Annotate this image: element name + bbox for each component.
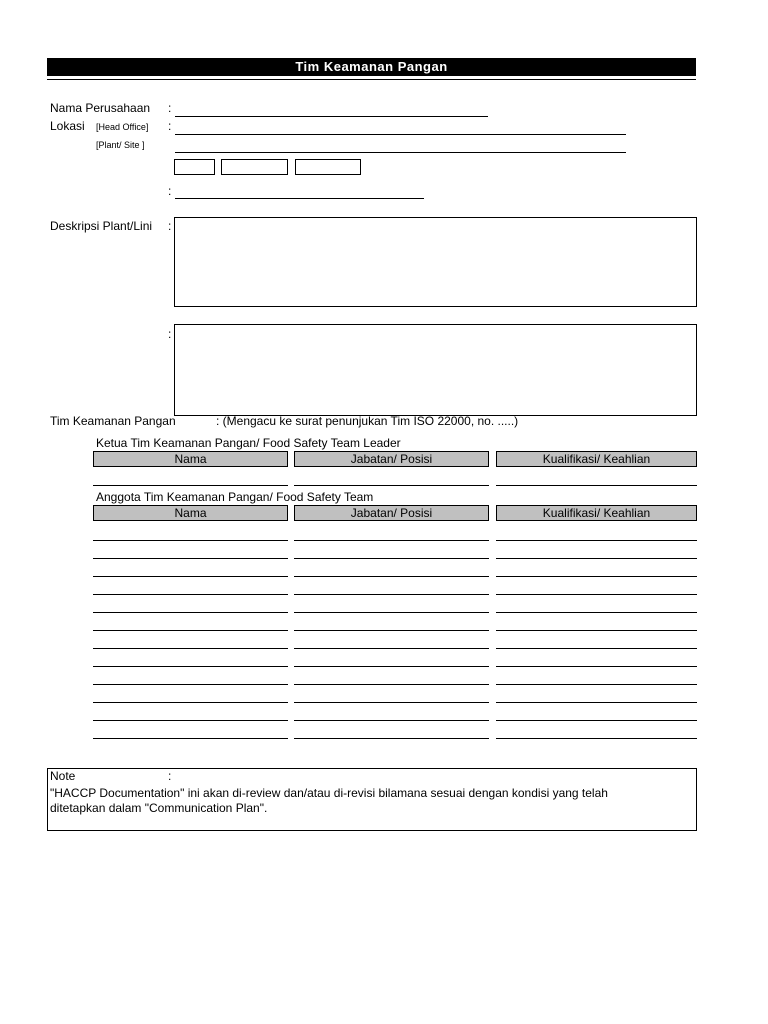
description-box[interactable] (174, 217, 697, 307)
member-col-name: Nama (93, 505, 288, 521)
leader-position-field[interactable] (294, 485, 489, 486)
member-position-field[interactable] (294, 684, 489, 685)
member-name-field[interactable] (93, 720, 288, 721)
member-qualification-field[interactable] (496, 648, 697, 649)
member-name-field[interactable] (93, 684, 288, 685)
member-qualification-field[interactable] (496, 594, 697, 595)
leader-title: Ketua Tim Keamanan Pangan/ Food Safety Team Leader (96, 436, 401, 450)
member-qualification-field[interactable] (496, 558, 697, 559)
member-qualification-field[interactable] (496, 702, 697, 703)
member-position-field[interactable] (294, 630, 489, 631)
note-label: Note (50, 769, 76, 783)
member-position-field[interactable] (294, 720, 489, 721)
member-col-position: Jabatan/ Posisi (294, 505, 489, 521)
member-title: Anggota Tim Keamanan Pangan/ Food Safety Team (96, 490, 374, 504)
note-colon: : (168, 769, 172, 783)
company-label: Nama Perusahaan (50, 101, 151, 115)
member-qualification-field[interactable] (496, 540, 697, 541)
second-box-colon: : (168, 327, 172, 341)
member-qualification-field[interactable] (496, 612, 697, 613)
leader-qualification-field[interactable] (496, 485, 697, 486)
member-name-field[interactable] (93, 558, 288, 559)
description-colon: : (168, 219, 172, 233)
member-name-field[interactable] (93, 702, 288, 703)
team-note: : (Mengacu ke surat penunjukan Tim ISO 22000, no. .....) (216, 414, 519, 428)
member-qualification-field[interactable] (496, 684, 697, 685)
location-label: Lokasi (50, 119, 85, 133)
member-qualification-field[interactable] (496, 720, 697, 721)
team-label: Tim Keamanan Pangan (50, 414, 176, 428)
member-qualification-field[interactable] (496, 630, 697, 631)
description-label: Deskripsi Plant/Lini (50, 219, 153, 233)
company-field[interactable] (175, 116, 488, 117)
location-box-2[interactable] (221, 159, 288, 175)
leader-name-field[interactable] (93, 485, 288, 486)
title-divider (47, 79, 696, 80)
location-box-1[interactable] (174, 159, 215, 175)
member-position-field[interactable] (294, 558, 489, 559)
member-col-qualification: Kualifikasi/ Keahlian (496, 505, 697, 521)
member-name-field[interactable] (93, 594, 288, 595)
company-colon: : (168, 101, 172, 115)
member-name-field[interactable] (93, 648, 288, 649)
member-position-field[interactable] (294, 702, 489, 703)
leader-col-name: Nama (93, 451, 288, 467)
member-qualification-field[interactable] (496, 738, 697, 739)
extra-field[interactable] (175, 198, 424, 199)
leader-col-qualification: Kualifikasi/ Keahlian (496, 451, 697, 467)
second-text-box[interactable] (174, 324, 697, 416)
member-qualification-field[interactable] (496, 576, 697, 577)
member-name-field[interactable] (93, 630, 288, 631)
member-position-field[interactable] (294, 666, 489, 667)
member-position-field[interactable] (294, 648, 489, 649)
plant-site-label: [Plant/ Site ] (96, 140, 145, 150)
member-name-field[interactable] (93, 738, 288, 739)
note-line-1: "HACCP Documentation" ini akan di-review dan/atau di-revisi bilamana sesuai dengan kondisi yang telah (50, 786, 608, 800)
head-office-field[interactable] (175, 134, 626, 135)
head-office-label: [Head Office] (96, 122, 149, 132)
member-qualification-field[interactable] (496, 666, 697, 667)
member-position-field[interactable] (294, 540, 489, 541)
location-colon: : (168, 119, 172, 133)
leader-col-position: Jabatan/ Posisi (294, 451, 489, 467)
member-position-field[interactable] (294, 594, 489, 595)
member-name-field[interactable] (93, 540, 288, 541)
member-name-field[interactable] (93, 666, 288, 667)
member-name-field[interactable] (93, 576, 288, 577)
location-box-3[interactable] (295, 159, 361, 175)
page-title: Tim Keamanan Pangan (47, 58, 696, 76)
note-line-2: ditetapkan dalam "Communication Plan". (50, 801, 268, 815)
extra-colon: : (168, 184, 172, 198)
plant-site-field[interactable] (175, 152, 626, 153)
member-position-field[interactable] (294, 612, 489, 613)
member-position-field[interactable] (294, 576, 489, 577)
member-position-field[interactable] (294, 738, 489, 739)
member-name-field[interactable] (93, 612, 288, 613)
